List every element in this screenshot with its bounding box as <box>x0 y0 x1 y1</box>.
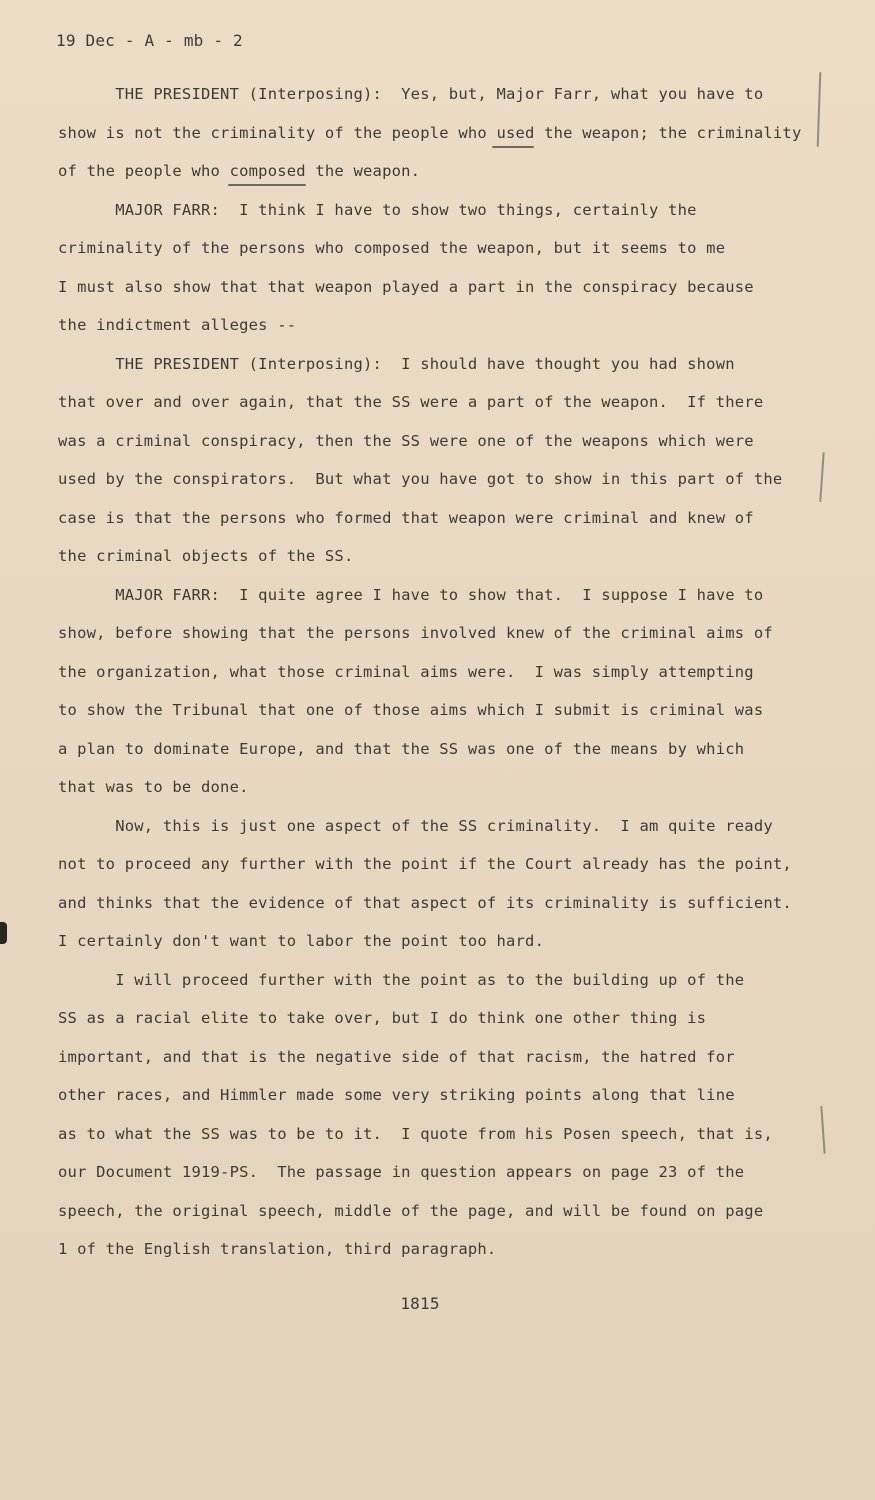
text-line: the indictment alleges -- <box>58 316 297 334</box>
text-line: I certainly don't want to labor the point too hard. <box>58 932 545 950</box>
text-line: I will proceed further with the point as to the building up of the <box>58 970 745 989</box>
text-line: criminality of the persons who composed the weapon, but it seems to me <box>58 239 726 257</box>
text-line: SS as a racial elite to take over, but I do think one other thing is <box>58 1009 707 1027</box>
text-line: the organization, what those criminal aims were. I was simply attempting <box>58 662 754 681</box>
document-body <box>58 80 818 1274</box>
text-line: a plan to dominate Europe, and that the SS was one of the means by which <box>58 739 745 758</box>
text-line: 1 of the English translation, third paragraph. <box>58 1240 497 1258</box>
text-line: I must also show that that weapon played a part in the conspiracy because <box>58 277 754 296</box>
text-line: that over and over again, that the SS were a part of the weapon. If there <box>58 393 764 411</box>
binding-tab <box>0 922 7 944</box>
text-line: important, and that is the negative side of that racism, the hatred for <box>58 1047 735 1066</box>
text-line: THE PRESIDENT (Interposing): Yes, but, Major Farr, what you have to <box>58 85 764 103</box>
margin-pencil-mark <box>820 1106 825 1154</box>
text-line: show, before showing that the persons involved knew of the criminal aims of <box>58 624 773 642</box>
text-line: our Document 1919-PS. The passage in question appears on page 23 of the <box>58 1163 745 1181</box>
text-line: the criminal objects of the SS. <box>58 547 354 565</box>
margin-pencil-mark <box>819 452 824 502</box>
text-line: Now, this is just one aspect of the SS criminality. I am quite ready <box>58 816 773 835</box>
text-line: MAJOR FARR: I quite agree I have to show that. I suppose I have to <box>58 585 764 604</box>
page-number: 1815 <box>400 1294 440 1313</box>
text-line: other races, and Himmler made some very striking points along that line <box>58 1086 735 1104</box>
text-line: MAJOR FARR: I think I have to show two things, certainly the <box>58 200 697 219</box>
text-line: to show the Tribunal that one of those aims which I submit is criminal was <box>58 701 764 719</box>
text-line: and thinks that the evidence of that aspect of its criminality is sufficient. <box>58 893 792 912</box>
text-line: THE PRESIDENT (Interposing): I should have thought you had shown <box>58 354 735 373</box>
text-line: show is not the criminality of the people who used the weapon; the criminality <box>58 123 802 142</box>
text-line: as to what the SS was to be to it. I quote from his Posen speech, that is, <box>58 1124 773 1143</box>
text-line: used by the conspirators. But what you have got to show in this part of the <box>58 470 783 488</box>
text-line: that was to be done. <box>58 778 249 796</box>
pencil-underline <box>492 146 534 148</box>
text-line: not to proceed any further with the point if the Court already has the point, <box>58 855 792 873</box>
text-line: speech, the original speech, middle of the page, and will be found on page <box>58 1201 764 1220</box>
text-line: was a criminal conspiracy, then the SS were one of the weapons which were <box>58 431 754 450</box>
document-reference: 19 Dec - A - mb - 2 <box>56 31 243 50</box>
text-line: of the people who composed the weapon. <box>58 162 421 180</box>
pencil-underline <box>228 184 306 186</box>
text-line: case is that the persons who formed that weapon were criminal and knew of <box>58 508 754 527</box>
